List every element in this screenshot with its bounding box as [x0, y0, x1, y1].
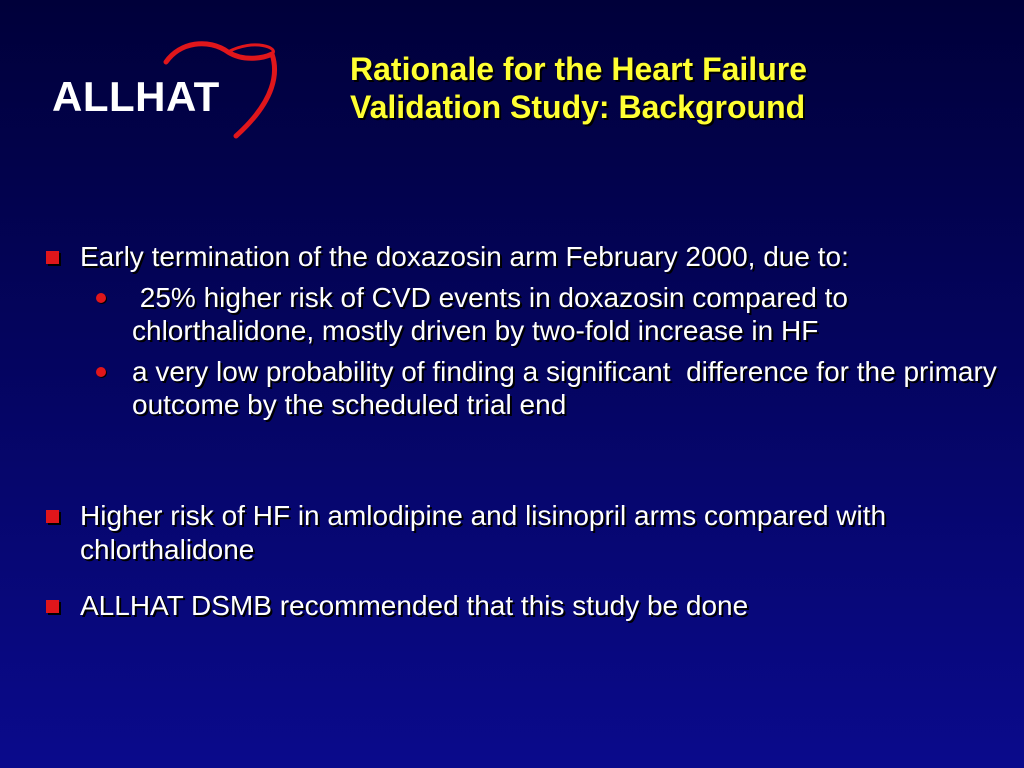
slide-content: [40, 240, 1024, 623]
slide-title-line-1: Rationale for the Heart Failure: [350, 51, 807, 87]
bullet-text: Early termination of the doxazosin arm February 2000, due to:: [80, 241, 849, 272]
allhat-logo: [40, 38, 280, 142]
bullet-text: Higher risk of HF in amlodipine and lisinopril arms compared with chlorthalidone: [80, 500, 887, 565]
sub-bullet-text: 25% higher risk of CVD events in doxazosin compared to chlorthalidone, mostly driven by two-fold increase in HF: [132, 282, 856, 346]
slide-title-line-2: Validation Study: Background: [350, 89, 806, 125]
slide-title: [350, 50, 990, 126]
square-bullet-icon: [46, 600, 59, 613]
bullet-higher-hf-risk: [40, 499, 1024, 567]
bullet-dsmb-recommendation: [40, 589, 1024, 623]
sub-bullet-list: [40, 281, 1024, 421]
round-bullet-icon: [96, 367, 106, 377]
sub-bullet-low-probability: [40, 355, 1024, 421]
round-bullet-icon: [96, 293, 106, 303]
sub-bullet-cvd-risk: [40, 281, 1024, 347]
square-bullet-icon: [46, 510, 59, 523]
square-bullet-icon: [46, 251, 59, 264]
sub-bullet-text: a very low probability of finding a significant difference for the primary outcome by the scheduled trial end: [132, 356, 1005, 420]
bullet-early-termination: [40, 240, 1024, 274]
bullet-text: ALLHAT DSMB recommended that this study be done: [80, 590, 749, 621]
logo-text: ALLHAT: [52, 73, 220, 120]
